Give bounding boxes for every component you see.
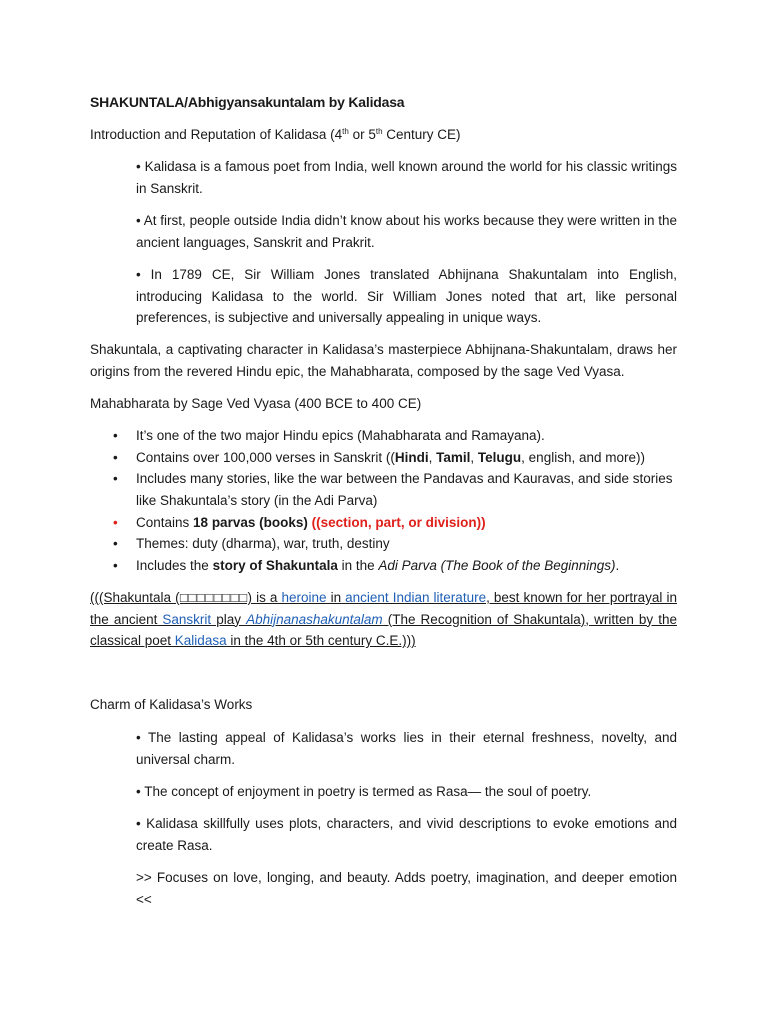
intro-bullet-2: • At first, people outside India didn’t know about his works because they were written in the ancient languages, Sanskrit and Prakrit. xyxy=(136,213,677,250)
language-tamil: Tamil xyxy=(436,450,471,465)
list-item xyxy=(113,425,681,447)
list-item xyxy=(113,555,681,577)
separator: , xyxy=(428,450,437,465)
bullet-marker: • xyxy=(113,428,118,443)
mahabharata-heading: Mahabharata by Sage Ved Vyasa (400 BCE to 400 CE) xyxy=(90,396,422,411)
language-telugu: Telugu xyxy=(477,450,522,465)
bullet-marker: • xyxy=(113,515,118,530)
ancient-indian-literature-link[interactable]: ancient Indian literature xyxy=(341,590,487,605)
list-item-text: , english, and more)) xyxy=(521,450,645,465)
superscript: th xyxy=(342,127,349,136)
story-title: story of Shakuntala xyxy=(212,558,338,573)
language-hindi: Hindi xyxy=(394,450,429,465)
list-item xyxy=(113,447,681,469)
charm-bullet-2: • The concept of enjoyment in poetry is termed as Rasa— the soul of poetry. xyxy=(136,784,592,799)
intro-heading-text: or 5 xyxy=(348,127,376,142)
list-item xyxy=(113,512,681,534)
citation-text: (The Recognition of Shakuntala), written by the classical poet xyxy=(90,611,677,649)
document-title: SHAKUNTALA/Abhigyansakuntalam by Kalidasa xyxy=(90,94,405,110)
citation-text: in the 4th or 5th century C.E.))) xyxy=(226,633,416,649)
superscript: th xyxy=(375,127,383,136)
list-item-text: in the xyxy=(337,558,379,573)
bullet-marker: • xyxy=(113,471,118,486)
charm-bullet-3: • Kalidasa skillfully uses plots, characters, and vivid descriptions to evoke emotions and create Rasa. xyxy=(136,816,677,853)
charm-heading: Charm of Kalidasa’s Works xyxy=(90,697,253,712)
bullet-marker: • xyxy=(113,558,118,573)
abhijnanashakuntalam-link[interactable]: Abhijnanashakuntalam xyxy=(246,611,383,627)
list-item-text: . xyxy=(615,558,620,573)
parvas-note: ((section, part, or division)) xyxy=(307,515,486,530)
adi-parva-title: Adi Parva (The Book of the Beginnings) xyxy=(378,558,616,573)
sanskrit-link[interactable]: Sanskrit xyxy=(157,611,212,627)
intro-bullet-3: • In 1789 CE, Sir William Jones translated Abhijnana Shakuntalam into English, introducing Kalidasa to the world. Sir William Jones noted that art, like personal preferences, is subjective and universally appealing in unique ways. xyxy=(136,267,677,326)
kalidasa-link[interactable]: Kalidasa xyxy=(171,633,227,649)
shakuntala-paragraph: Shakuntala, a captivating character in Kalidasa’s masterpiece Abhijnana-Shakuntalam, draws her origins from the revered Hindu epic, the Mahabharata, composed by the sage Ved Vyasa. xyxy=(90,342,677,379)
charm-bullet-1: • The lasting appeal of Kalidasa’s works lies in their eternal freshness, novelty, and universal charm. xyxy=(136,730,677,767)
list-item-text: Themes: duty (dharma), war, truth, destiny xyxy=(136,536,390,551)
list-item xyxy=(113,533,681,555)
citation-text: , best known for her portrayal in the ancient xyxy=(90,590,677,627)
intro-heading xyxy=(90,124,677,146)
citation-text: play xyxy=(211,611,247,627)
bullet-marker: • xyxy=(113,450,118,465)
separator: , xyxy=(470,450,478,465)
intro-heading-text: Century CE) xyxy=(382,127,461,142)
list-item-text: Contains xyxy=(136,515,194,530)
focus-note: >> Focuses on love, longing, and beauty. Adds poetry, imagination, and deeper emotion << xyxy=(136,870,677,907)
bullet-marker: • xyxy=(113,536,118,551)
intro-bullet-1: • Kalidasa is a famous poet from India, well known around the world for his classic writings in Sanskrit. xyxy=(136,159,677,196)
heroine-link[interactable]: heroine xyxy=(277,590,327,605)
list-item-text: Includes the xyxy=(136,558,213,573)
citation-text: in xyxy=(326,590,342,605)
list-item-text: It’s one of the two major Hindu epics (Mahabharata and Ramayana). xyxy=(136,428,545,443)
citation-text: (((Shakuntala (□□□□□□□□) is a xyxy=(90,590,278,605)
list-item-text: Includes many stories, like the war between the Pandavas and Kauravas, and side stories like Shakuntala’s story (in the Adi Parva) xyxy=(136,471,673,508)
parvas-count: 18 parvas (books) xyxy=(193,515,308,530)
intro-heading-text: Introduction and Reputation of Kalidasa (4 xyxy=(90,127,343,142)
list-item-text: Contains over 100,000 verses in Sanskrit (( xyxy=(136,450,395,465)
list-item xyxy=(113,468,677,511)
citation-paragraph xyxy=(90,587,677,652)
